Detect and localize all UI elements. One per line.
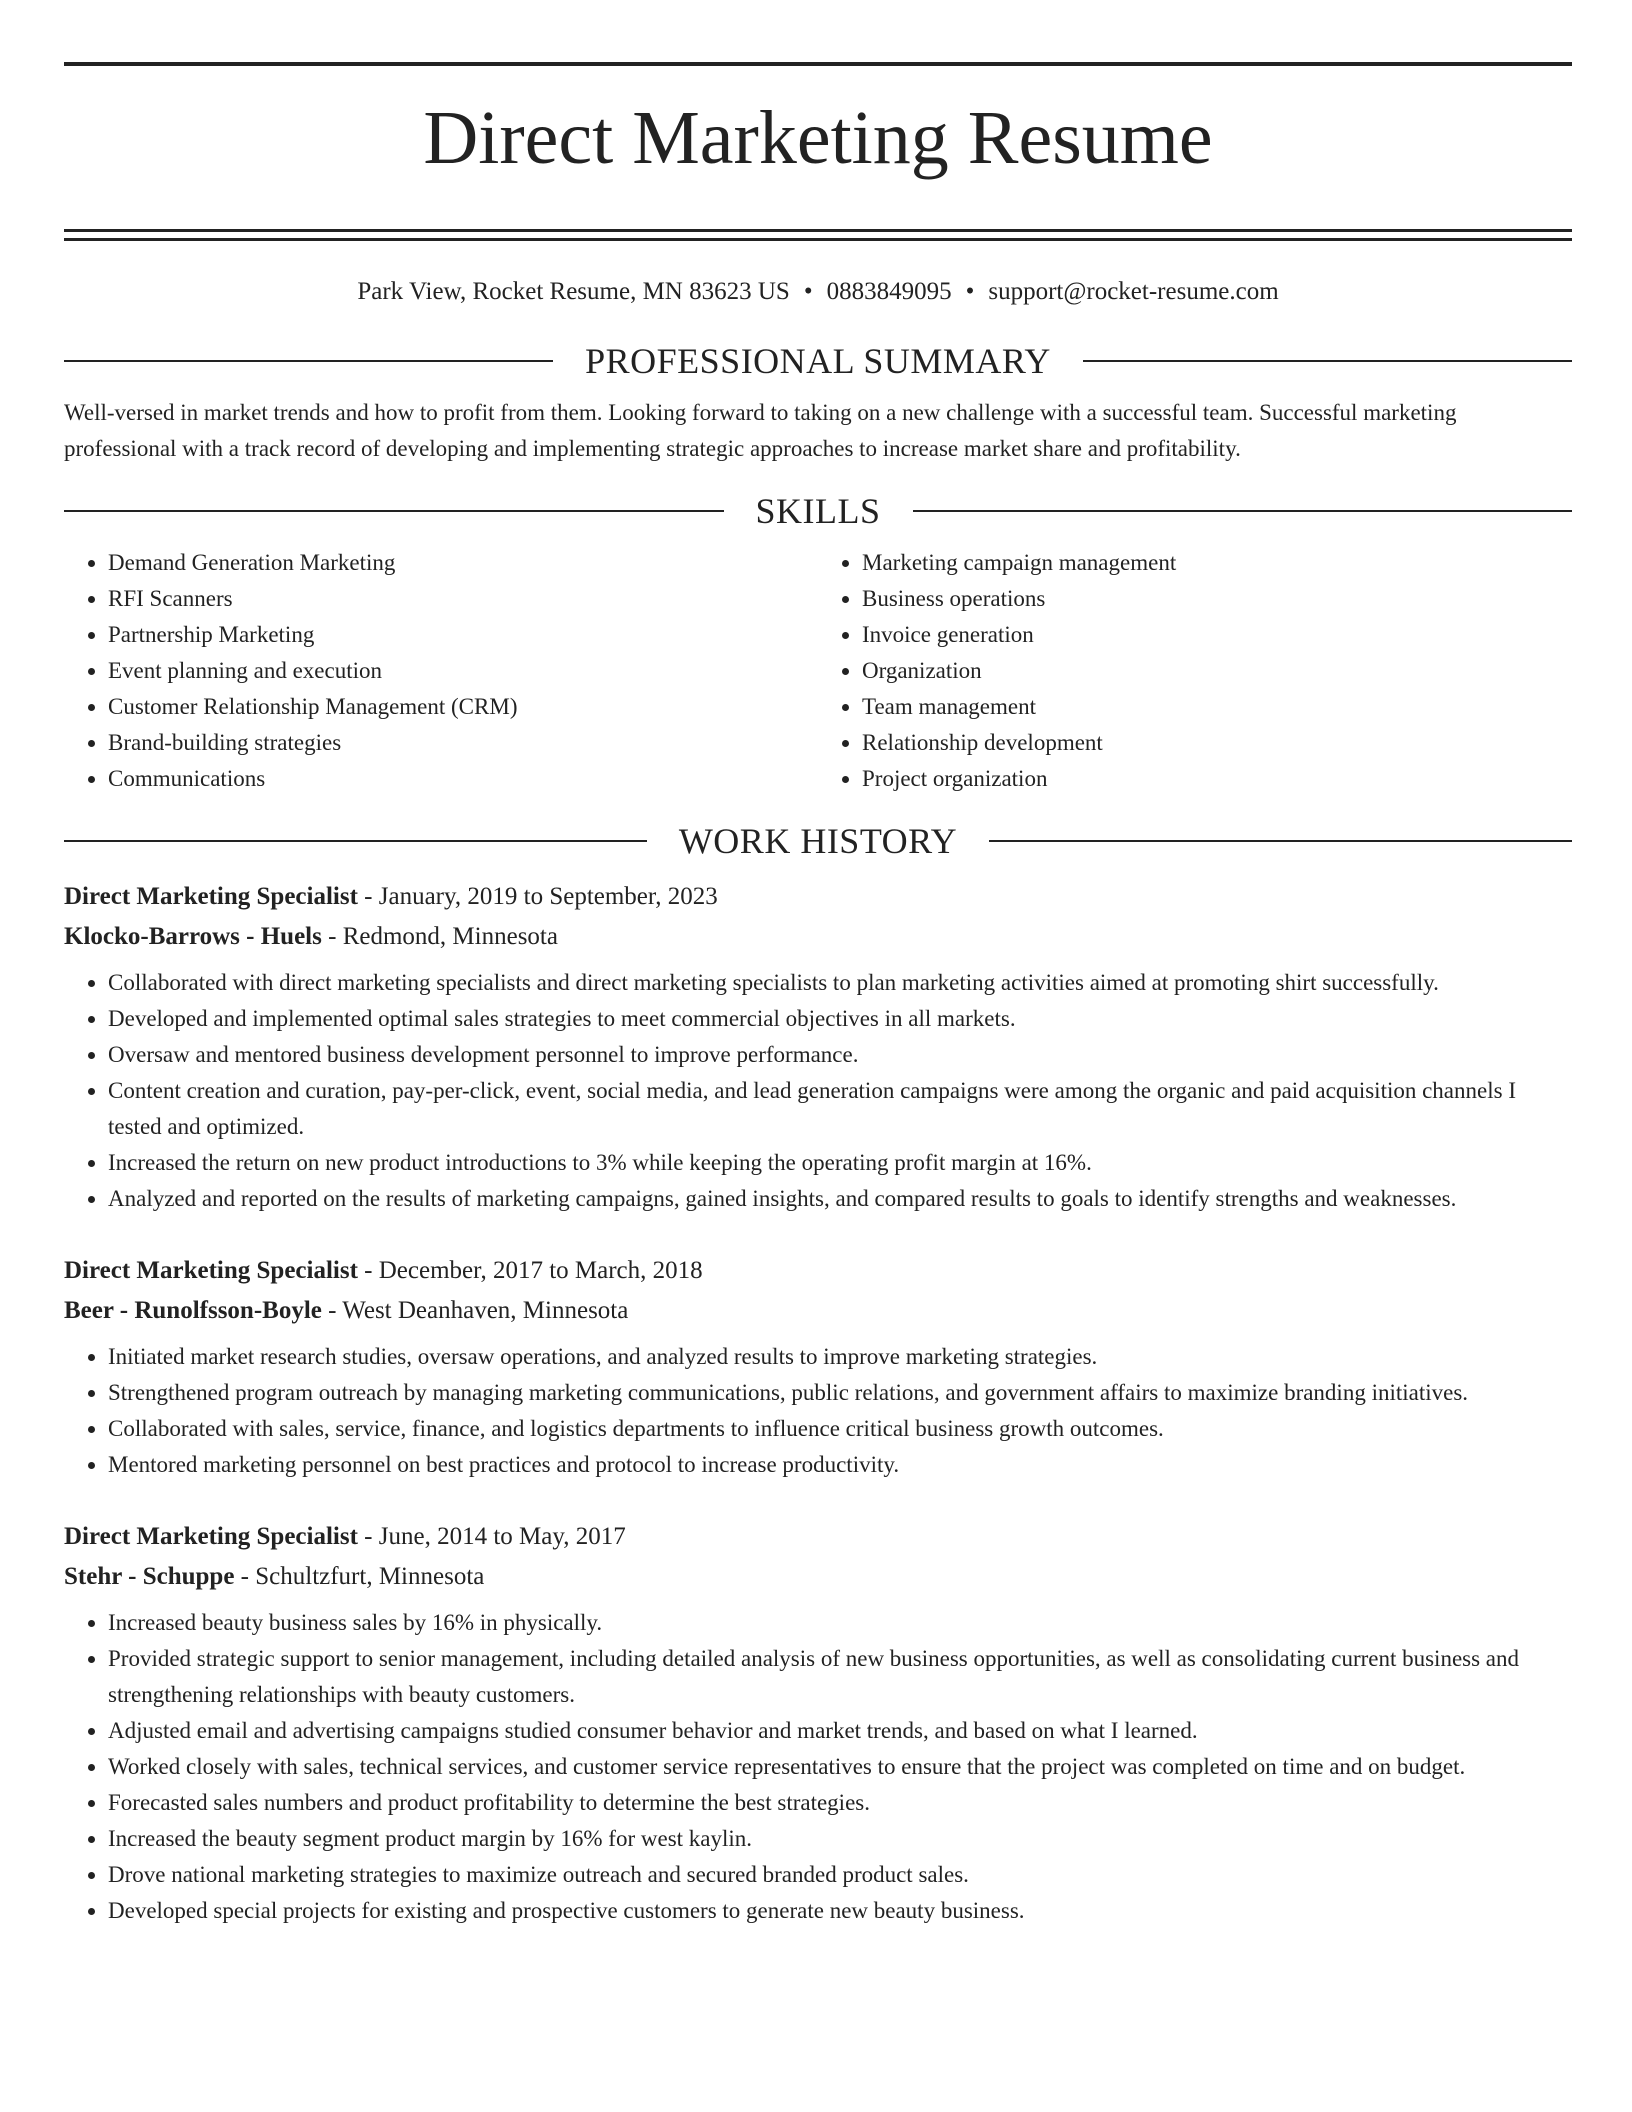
job-bullet: • Increased the beauty segment product margin by 16% for west kaylin. xyxy=(108,1821,1572,1857)
job-bullet: • Developed and implemented optimal sales strategies to meet commercial objectives in all markets. xyxy=(108,1001,1572,1037)
skill-item: • Project organization xyxy=(862,761,1572,797)
job-company: Beer - Runolfsson-Boyle xyxy=(64,1296,322,1324)
contact-address: Park View, Rocket Resume, MN 83623 US xyxy=(357,277,790,305)
section-rule xyxy=(989,840,1572,842)
job-bullet: • Initiated market research studies, oversaw operations, and analyzed results to improve marketing strategies. xyxy=(108,1339,1572,1375)
title-double-rule xyxy=(64,229,1572,241)
job-title-line xyxy=(64,877,1572,917)
job-dates: - December, 2017 to March, 2018 xyxy=(357,1256,703,1284)
skill-item: • Marketing campaign management xyxy=(862,545,1572,581)
job-location: - Redmond, Minnesota xyxy=(321,922,558,950)
job-company-line xyxy=(64,1557,1572,1597)
job-bullet: • Increased beauty business sales by 16% in physically. xyxy=(108,1605,1572,1641)
job-entry xyxy=(64,877,1572,1217)
job-bullet: • Forecasted sales numbers and product profitability to determine the best strategies. xyxy=(108,1785,1572,1821)
work-history-list xyxy=(64,877,1572,1929)
skill-item: • Demand Generation Marketing xyxy=(108,545,818,581)
job-bullet: • Collaborated with direct marketing specialists and direct marketing specialists to plan marketing activities aimed at promoting shirt successfully. xyxy=(108,965,1572,1001)
job-title: Direct Marketing Specialist xyxy=(64,1256,358,1284)
job-title: Direct Marketing Specialist xyxy=(64,1522,358,1550)
job-company-line xyxy=(64,1291,1572,1331)
job-location: - West Deanhaven, Minnesota xyxy=(321,1296,629,1324)
job-bullet: • Worked closely with sales, technical services, and customer service representatives to ensure that the project was completed on time and on budget. xyxy=(108,1749,1572,1785)
section-rule xyxy=(64,360,553,362)
section-rule xyxy=(913,510,1573,512)
skills-list-left xyxy=(64,545,818,797)
job-bullet: • Collaborated with sales, service, finance, and logistics departments to influence critical business growth outcomes. xyxy=(108,1411,1572,1447)
skill-item: • Organization xyxy=(862,653,1572,689)
section-rule xyxy=(64,510,724,512)
job-bullet: • Increased the return on new product introductions to 3% while keeping the operating profit margin at 16%. xyxy=(108,1145,1572,1181)
skill-item: • Relationship development xyxy=(862,725,1572,761)
job-bullet: • Strengthened program outreach by managing marketing communications, public relations, and government affairs to maximize branding initiatives. xyxy=(108,1375,1572,1411)
section-header-work xyxy=(64,819,1572,863)
job-bullet: • Drove national marketing strategies to maximize outreach and secured branded product sales. xyxy=(108,1857,1572,1893)
job-bullet: • Adjusted email and advertising campaigns studied consumer behavior and market trends, and based on what I learned. xyxy=(108,1713,1572,1749)
section-header-skills xyxy=(64,489,1572,533)
skill-item: • Brand-building strategies xyxy=(108,725,818,761)
skills-list-right xyxy=(818,545,1572,797)
job-entry xyxy=(64,1517,1572,1929)
job-bullets xyxy=(64,1339,1572,1483)
job-dates: - June, 2014 to May, 2017 xyxy=(357,1522,626,1550)
job-entry xyxy=(64,1251,1572,1483)
job-company: Klocko-Barrows - Huels xyxy=(64,922,322,950)
skill-item: • Invoice generation xyxy=(862,617,1572,653)
skills-columns xyxy=(64,545,1572,797)
job-bullet: • Provided strategic support to senior management, including detailed analysis of new business opportunities, as well as consolidating current business and strengthening relationships with beauty customers. xyxy=(108,1641,1572,1713)
section-rule xyxy=(1083,360,1572,362)
contact-separator: • xyxy=(965,277,975,305)
contact-line xyxy=(64,277,1572,307)
job-bullet: • Oversaw and mentored business development personnel to improve performance. xyxy=(108,1037,1572,1073)
job-location: - Schultzfurt, Minnesota xyxy=(234,1562,485,1590)
contact-separator: • xyxy=(803,277,813,305)
job-title-line xyxy=(64,1517,1572,1557)
job-bullet: • Mentored marketing personnel on best practices and protocol to increase productivity. xyxy=(108,1447,1572,1483)
skill-item: • Partnership Marketing xyxy=(108,617,818,653)
job-bullet: • Analyzed and reported on the results of marketing campaigns, gained insights, and compared results to goals to identify strengths and weaknesses. xyxy=(108,1181,1572,1217)
skill-item: • Customer Relationship Management (CRM) xyxy=(108,689,818,725)
job-title: Direct Marketing Specialist xyxy=(64,882,358,910)
section-title-work: WORK HISTORY xyxy=(678,820,958,861)
section-header-summary xyxy=(64,339,1572,383)
job-company-line xyxy=(64,917,1572,957)
resume-page xyxy=(64,0,1572,1929)
job-bullets xyxy=(64,1605,1572,1929)
section-rule xyxy=(64,840,647,842)
skill-item: • Event planning and execution xyxy=(108,653,818,689)
job-title-line xyxy=(64,1251,1572,1291)
contact-phone: 0883849095 xyxy=(826,277,952,305)
skill-item: • Team management xyxy=(862,689,1572,725)
contact-email: support@rocket-resume.com xyxy=(988,277,1279,305)
job-bullet: • Developed special projects for existing and prospective customers to generate new beauty business. xyxy=(108,1893,1572,1929)
skill-item: • Business operations xyxy=(862,581,1572,617)
skill-item: • RFI Scanners xyxy=(108,581,818,617)
job-dates: - January, 2019 to September, 2023 xyxy=(357,882,718,910)
section-title-skills: SKILLS xyxy=(755,490,881,531)
summary-text: Well-versed in market trends and how to profit from them. Looking forward to taking on a new challenge with a successful team. Successful marketing professional with a track record of developing and implementing strategic approaches to increase market share and profitability. xyxy=(64,399,1457,461)
section-title-summary: PROFESSIONAL SUMMARY xyxy=(585,340,1051,381)
resume-title: Direct Marketing Resume xyxy=(423,96,1213,180)
top-rule xyxy=(64,62,1572,66)
job-bullets xyxy=(64,965,1572,1217)
job-bullet: • Content creation and curation, pay-per-click, event, social media, and lead generation campaigns were among the organic and paid acquisition channels I tested and optimized. xyxy=(108,1073,1572,1145)
skill-item: • Communications xyxy=(108,761,818,797)
job-company: Stehr - Schuppe xyxy=(64,1562,235,1590)
